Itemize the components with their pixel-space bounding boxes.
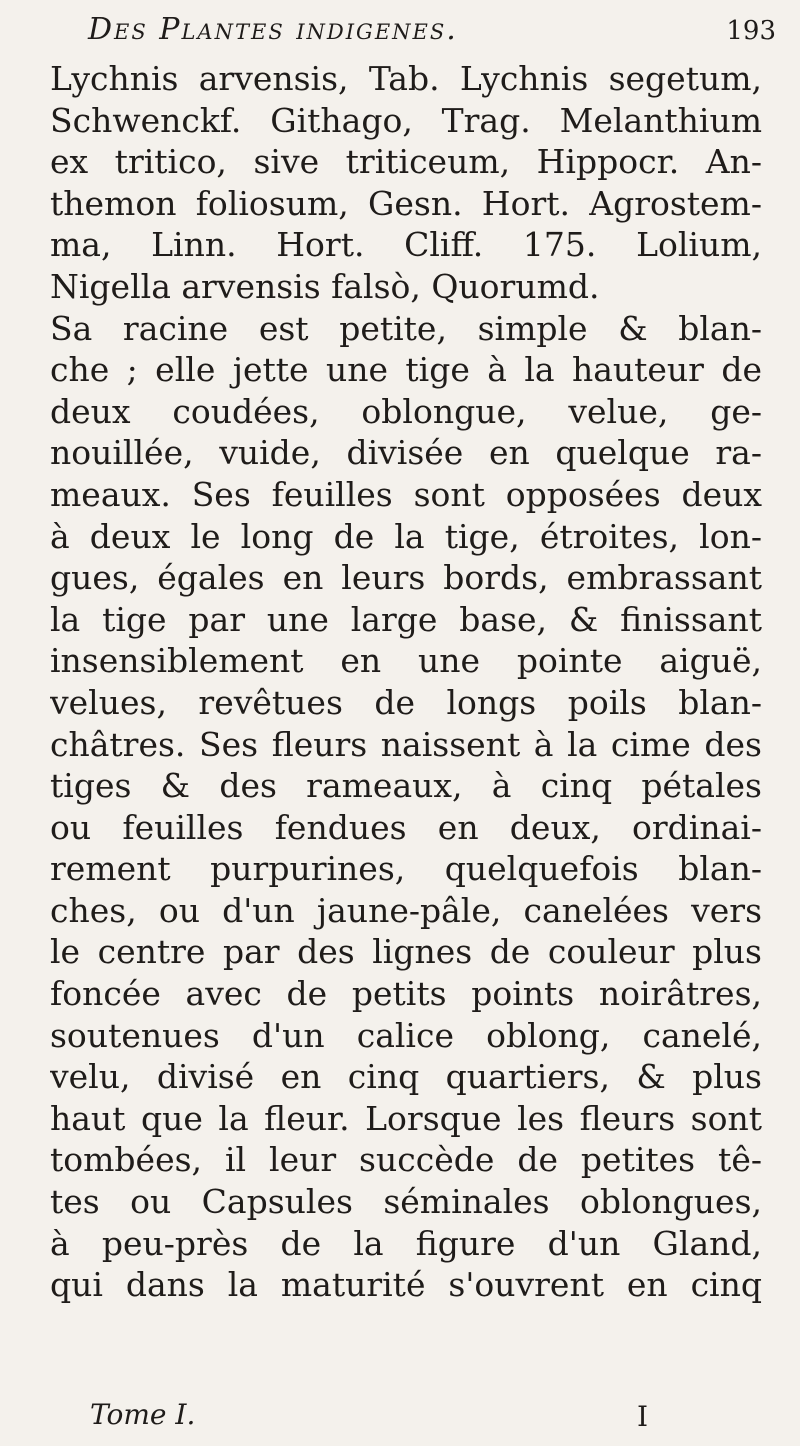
text-line: ou feuilles fendues en deux, ordinai- (50, 807, 762, 847)
signature-mark: I (636, 1400, 648, 1433)
text-line: ches, ou d'un jaune-pâle, canelées vers (50, 890, 762, 930)
page-number: 193 (726, 16, 776, 46)
running-head (88, 12, 788, 56)
text-line: foncée avec de petits points noirâtres, (50, 974, 762, 1014)
text-line: Nigella arvensis falsò, Quorumd. (50, 266, 600, 306)
text-line: tombées, il leur succède de petites tê- (50, 1140, 762, 1180)
text-line: qui dans la maturité s'ouvrent en cinq (50, 1265, 762, 1305)
text-line: châtres. Ses fleurs naissent à la cime des (50, 724, 762, 764)
text-line: haut que la fleur. Lorsque les fleurs sont (50, 1098, 762, 1138)
text-line: che ; elle jette une tige à la hauteur de (50, 350, 762, 390)
text-line: nouillée, vuide, divisée en quelque ra- (50, 433, 762, 473)
text-line: Schwenckf. Githago, Trag. Melanthium (50, 100, 762, 140)
text-line: ex tritico, sive triticeum, Hippocr. An- (50, 142, 762, 182)
text-line: la tige par une large base, & finissant (50, 599, 762, 639)
text-line: gues, égales en leurs bords, embrassant (50, 558, 762, 598)
running-head-title: Des Plantes indigenes. (88, 12, 458, 47)
text-line: tiges & des rameaux, à cinq pétales (50, 766, 762, 806)
text-line: themon foliosum, Gesn. Hort. Agrostem- (50, 183, 762, 223)
volume-label: Tome I. (90, 1398, 196, 1431)
text-line: Sa racine est petite, simple & blan- (50, 308, 762, 348)
text-line: tes ou Capsules séminales oblongues, (50, 1182, 762, 1222)
text-line: insensiblement en une pointe aiguë, (50, 641, 762, 681)
text-line: rement purpurines, quelquefois blan- (50, 849, 762, 889)
text-line: à deux le long de la tige, étroites, lon- (50, 516, 762, 556)
text-line: ma, Linn. Hort. Cliff. 175. Lolium, (50, 225, 762, 265)
text-line: velues, revêtues de longs poils blan- (50, 682, 762, 722)
text-line: deux coudées, oblongue, velue, ge- (50, 391, 762, 431)
text-line: à peu-près de la figure d'un Gland, (50, 1223, 762, 1263)
text-line: velu, divisé en cinq quartiers, & plus (50, 1057, 762, 1097)
body-text (50, 58, 762, 1306)
text-line: Lychnis arvensis, Tab. Lychnis segetum, (50, 59, 762, 98)
text-line: meaux. Ses feuilles sont opposées deux (50, 474, 762, 514)
page-footer (90, 1398, 670, 1438)
text-line: le centre par des lignes de couleur plus (50, 932, 762, 972)
text-line: soutenues d'un calice oblong, canelé, (50, 1015, 762, 1055)
